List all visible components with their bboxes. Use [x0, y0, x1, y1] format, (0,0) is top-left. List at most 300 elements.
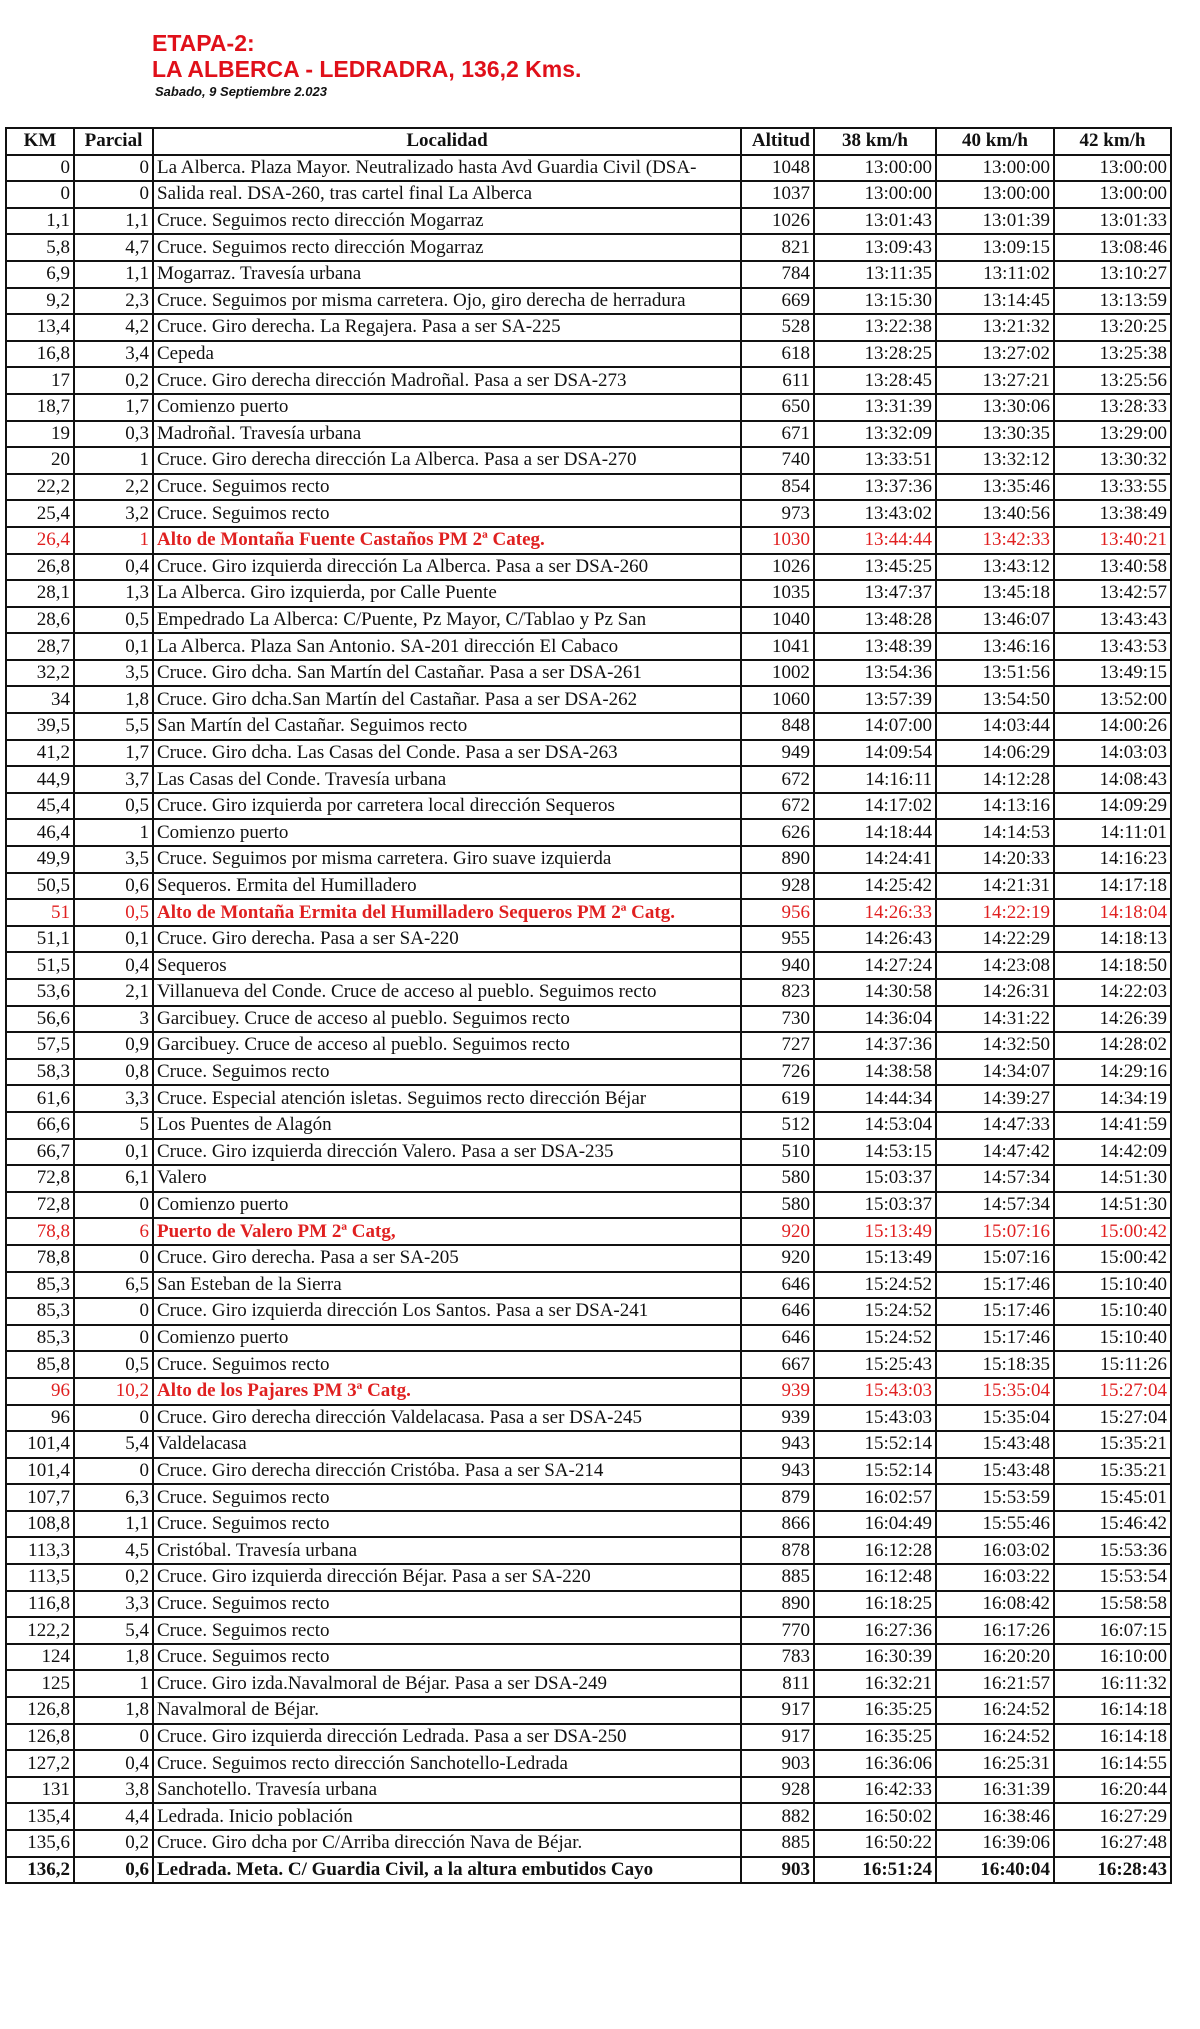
cell-time-42: 14:41:59: [1054, 1112, 1171, 1139]
table-row: [6, 633, 1171, 660]
cell-altitud: 667: [741, 1351, 814, 1378]
cell-time-40: 13:43:12: [936, 554, 1054, 581]
cell-altitud: 1060: [741, 686, 814, 713]
cell-time-40: 16:03:02: [936, 1537, 1054, 1564]
cell-altitud: 955: [741, 926, 814, 953]
cell-parcial: 0,5: [74, 899, 153, 926]
cell-km: 78,8: [6, 1218, 74, 1245]
cell-parcial: 2,3: [74, 288, 153, 315]
cell-localidad: Valdelacasa: [153, 1431, 741, 1458]
cell-time-38: 16:35:25: [814, 1697, 936, 1724]
cell-altitud: 1030: [741, 527, 814, 554]
cell-localidad: Cruce. Giro dcha.San Martín del Castañar. Pasa a ser DSA-262: [153, 686, 741, 713]
cell-km: 16,8: [6, 341, 74, 368]
cell-time-38: 16:42:33: [814, 1777, 936, 1804]
cell-time-38: 13:47:37: [814, 580, 936, 607]
cell-localidad: Alto de Montaña Fuente Castaños PM 2ª Categ.: [153, 527, 741, 554]
cell-km: 135,6: [6, 1830, 74, 1857]
cell-time-40: 15:35:04: [936, 1405, 1054, 1432]
table-row: [6, 1192, 1171, 1219]
cell-altitud: 646: [741, 1272, 814, 1299]
cell-time-40: 13:14:45: [936, 288, 1054, 315]
cell-time-40: 14:12:28: [936, 766, 1054, 793]
cell-time-42: 16:10:00: [1054, 1644, 1171, 1671]
cell-parcial: 0,9: [74, 1032, 153, 1059]
cell-parcial: 0,6: [74, 873, 153, 900]
cell-parcial: 3,5: [74, 660, 153, 687]
cell-time-38: 14:53:04: [814, 1112, 936, 1139]
cell-time-38: 14:09:54: [814, 740, 936, 767]
cell-time-38: 16:35:25: [814, 1724, 936, 1751]
table-row: [6, 1032, 1171, 1059]
cell-parcial: 1: [74, 447, 153, 474]
cell-time-40: 14:22:29: [936, 926, 1054, 953]
cell-altitud: 671: [741, 421, 814, 448]
table-row: [6, 447, 1171, 474]
cell-parcial: 5,4: [74, 1431, 153, 1458]
table-row: [6, 873, 1171, 900]
cell-parcial: 6,1: [74, 1165, 153, 1192]
cell-altitud: 885: [741, 1830, 814, 1857]
cell-altitud: 510: [741, 1139, 814, 1166]
cell-time-38: 16:30:39: [814, 1644, 936, 1671]
cell-localidad: Cruce. Giro derecha dirección La Alberca. Pasa a ser DSA-270: [153, 447, 741, 474]
cell-altitud: 646: [741, 1298, 814, 1325]
table-row: [6, 1591, 1171, 1618]
table-row: [6, 341, 1171, 368]
cell-km: 126,8: [6, 1724, 74, 1751]
cell-time-40: 14:03:44: [936, 713, 1054, 740]
cell-km: 0: [6, 155, 74, 182]
cell-localidad: Cruce. Seguimos recto dirección Mogarraz: [153, 208, 741, 235]
cell-time-40: 13:32:12: [936, 447, 1054, 474]
cell-km: 78,8: [6, 1245, 74, 1272]
cell-localidad: Garcibuey. Cruce de acceso al pueblo. Seguimos recto: [153, 1032, 741, 1059]
table-row: [6, 155, 1171, 182]
cell-parcial: 1,8: [74, 686, 153, 713]
cell-time-38: 13:22:38: [814, 314, 936, 341]
cell-localidad: San Martín del Castañar. Seguimos recto: [153, 713, 741, 740]
cell-time-40: 13:45:18: [936, 580, 1054, 607]
cell-time-40: 16:20:20: [936, 1644, 1054, 1671]
cell-parcial: 0: [74, 1405, 153, 1432]
cell-km: 22,2: [6, 474, 74, 501]
cell-time-38: 14:53:15: [814, 1139, 936, 1166]
table-row: [6, 1006, 1171, 1033]
cell-time-40: 15:07:16: [936, 1218, 1054, 1245]
cell-km: 34: [6, 686, 74, 713]
cell-time-42: 13:25:38: [1054, 341, 1171, 368]
table-row: [6, 1777, 1171, 1804]
cell-time-38: 13:01:43: [814, 208, 936, 235]
table-row: [6, 1165, 1171, 1192]
cell-time-42: 14:42:09: [1054, 1139, 1171, 1166]
cell-altitud: 1026: [741, 554, 814, 581]
cell-parcial: 0,1: [74, 633, 153, 660]
cell-time-38: 14:26:33: [814, 899, 936, 926]
cell-time-38: 14:36:04: [814, 1006, 936, 1033]
cell-km: 46,4: [6, 819, 74, 846]
cell-time-42: 13:43:43: [1054, 607, 1171, 634]
cell-time-38: 16:27:36: [814, 1617, 936, 1644]
cell-time-42: 13:40:58: [1054, 554, 1171, 581]
table-row: [6, 1272, 1171, 1299]
cell-time-40: 13:00:00: [936, 155, 1054, 182]
cell-time-42: 14:18:04: [1054, 899, 1171, 926]
cell-altitud: 626: [741, 819, 814, 846]
cell-altitud: 903: [741, 1857, 814, 1884]
cell-parcial: 6: [74, 1218, 153, 1245]
cell-km: 51,5: [6, 952, 74, 979]
cell-altitud: 770: [741, 1617, 814, 1644]
cell-time-38: 13:11:35: [814, 261, 936, 288]
cell-localidad: Sequeros. Ermita del Humilladero: [153, 873, 741, 900]
cell-altitud: 943: [741, 1458, 814, 1485]
cell-time-38: 14:16:11: [814, 766, 936, 793]
cell-altitud: 1035: [741, 580, 814, 607]
cell-time-38: 16:02:57: [814, 1484, 936, 1511]
cell-km: 96: [6, 1378, 74, 1405]
cell-localidad: Cruce. Seguimos por misma carretera. Giro suave izquierda: [153, 846, 741, 873]
table-row: [6, 926, 1171, 953]
cell-time-40: 16:24:52: [936, 1724, 1054, 1751]
cell-time-40: 14:39:27: [936, 1085, 1054, 1112]
cell-time-40: 13:30:06: [936, 394, 1054, 421]
cell-time-42: 15:35:21: [1054, 1458, 1171, 1485]
column-header-altitud: Altitud: [741, 128, 814, 155]
cell-time-40: 15:17:46: [936, 1325, 1054, 1352]
cell-localidad: Villanueva del Conde. Cruce de acceso al pueblo. Seguimos recto: [153, 979, 741, 1006]
cell-time-42: 16:27:29: [1054, 1803, 1171, 1830]
cell-km: 13,4: [6, 314, 74, 341]
cell-km: 56,6: [6, 1006, 74, 1033]
cell-parcial: 6,5: [74, 1272, 153, 1299]
cell-parcial: 6,3: [74, 1484, 153, 1511]
cell-km: 17: [6, 367, 74, 394]
cell-parcial: 2,2: [74, 474, 153, 501]
cell-altitud: 672: [741, 766, 814, 793]
table-row: [6, 1803, 1171, 1830]
cell-altitud: 811: [741, 1670, 814, 1697]
cell-altitud: 580: [741, 1165, 814, 1192]
cell-parcial: 0,2: [74, 1830, 153, 1857]
cell-localidad: Alto de Montaña Ermita del Humilladero Sequeros PM 2ª Catg.: [153, 899, 741, 926]
cell-localidad: Cruce. Seguimos recto: [153, 1644, 741, 1671]
route-table: [5, 127, 1172, 1884]
cell-parcial: 1,1: [74, 1511, 153, 1538]
cell-parcial: 3,4: [74, 341, 153, 368]
cell-localidad: Cruce. Giro derecha. La Regajera. Pasa a ser SA-225: [153, 314, 741, 341]
cell-altitud: 917: [741, 1724, 814, 1751]
cell-time-40: 13:35:46: [936, 474, 1054, 501]
cell-localidad: Cruce. Giro derecha. Pasa a ser SA-220: [153, 926, 741, 953]
cell-time-40: 16:21:57: [936, 1670, 1054, 1697]
cell-time-38: 15:25:43: [814, 1351, 936, 1378]
cell-altitud: 1002: [741, 660, 814, 687]
table-row: [6, 1405, 1171, 1432]
cell-parcial: 4,2: [74, 314, 153, 341]
cell-km: 85,8: [6, 1351, 74, 1378]
cell-time-40: 16:31:39: [936, 1777, 1054, 1804]
cell-localidad: Cruce. Giro izquierda dirección Béjar. Pasa a ser SA-220: [153, 1564, 741, 1591]
cell-localidad: Cruce. Giro dcha. San Martín del Castañar. Pasa a ser DSA-261: [153, 660, 741, 687]
cell-parcial: 3,8: [74, 1777, 153, 1804]
table-row: [6, 208, 1171, 235]
table-row-climb: [6, 527, 1171, 554]
cell-altitud: 949: [741, 740, 814, 767]
cell-time-40: 16:38:46: [936, 1803, 1054, 1830]
cell-localidad: Cruce. Seguimos recto dirección Mogarraz: [153, 234, 741, 261]
cell-time-42: 13:38:49: [1054, 500, 1171, 527]
cell-localidad: Ledrada. Meta. C/ Guardia Civil, a la altura embutidos Cayo: [153, 1857, 741, 1884]
cell-time-42: 16:28:43: [1054, 1857, 1171, 1884]
cell-altitud: 650: [741, 394, 814, 421]
cell-altitud: 878: [741, 1537, 814, 1564]
cell-time-42: 15:27:04: [1054, 1405, 1171, 1432]
cell-time-40: 14:57:34: [936, 1165, 1054, 1192]
table-row: [6, 554, 1171, 581]
cell-localidad: Madroñal. Travesía urbana: [153, 421, 741, 448]
table-row: [6, 1085, 1171, 1112]
cell-km: 66,7: [6, 1139, 74, 1166]
cell-time-42: 14:09:29: [1054, 793, 1171, 820]
cell-time-38: 13:28:45: [814, 367, 936, 394]
cell-time-42: 13:28:33: [1054, 394, 1171, 421]
cell-parcial: 2,1: [74, 979, 153, 1006]
table-row: [6, 1511, 1171, 1538]
cell-time-40: 13:46:07: [936, 607, 1054, 634]
cell-localidad: Empedrado La Alberca: C/Puente, Pz Mayor, C/Tablao y Pz San: [153, 607, 741, 634]
cell-altitud: 580: [741, 1192, 814, 1219]
table-row: [6, 740, 1171, 767]
table-row: [6, 713, 1171, 740]
cell-parcial: 0,4: [74, 554, 153, 581]
cell-altitud: 1048: [741, 155, 814, 182]
cell-parcial: 1,7: [74, 394, 153, 421]
cell-parcial: 0,3: [74, 421, 153, 448]
cell-localidad: Cruce. Seguimos recto: [153, 500, 741, 527]
cell-time-38: 13:31:39: [814, 394, 936, 421]
cell-localidad: Comienzo puerto: [153, 1192, 741, 1219]
cell-localidad: Cruce. Giro derecha dirección Madroñal. Pasa a ser DSA-273: [153, 367, 741, 394]
document-header: [152, 30, 581, 102]
cell-km: 116,8: [6, 1591, 74, 1618]
table-row: [6, 474, 1171, 501]
cell-time-38: 13:43:02: [814, 500, 936, 527]
cell-km: 51,1: [6, 926, 74, 953]
cell-time-38: 14:27:24: [814, 952, 936, 979]
cell-time-40: 13:27:21: [936, 367, 1054, 394]
cell-localidad: Puerto de Valero PM 2ª Catg,: [153, 1218, 741, 1245]
cell-time-38: 14:44:34: [814, 1085, 936, 1112]
cell-parcial: 10,2: [74, 1378, 153, 1405]
cell-time-40: 14:32:50: [936, 1032, 1054, 1059]
cell-km: 127,2: [6, 1750, 74, 1777]
column-header-km: KM: [6, 128, 74, 155]
cell-altitud: 730: [741, 1006, 814, 1033]
cell-time-38: 14:26:43: [814, 926, 936, 953]
cell-localidad: Cruce. Especial atención isletas. Seguimos recto dirección Béjar: [153, 1085, 741, 1112]
cell-time-40: 14:47:42: [936, 1139, 1054, 1166]
cell-altitud: 512: [741, 1112, 814, 1139]
cell-time-38: 15:03:37: [814, 1165, 936, 1192]
table-row: [6, 1750, 1171, 1777]
cell-km: 20: [6, 447, 74, 474]
cell-localidad: Cruce. Seguimos recto: [153, 1617, 741, 1644]
table-row: [6, 1431, 1171, 1458]
cell-parcial: 1,8: [74, 1644, 153, 1671]
cell-time-42: 13:00:00: [1054, 181, 1171, 208]
table-row: [6, 1564, 1171, 1591]
cell-time-40: 13:01:39: [936, 208, 1054, 235]
table-row: [6, 1830, 1171, 1857]
cell-localidad: Cruce. Seguimos recto: [153, 1059, 741, 1086]
cell-time-42: 15:45:01: [1054, 1484, 1171, 1511]
cell-km: 6,9: [6, 261, 74, 288]
cell-km: 85,3: [6, 1298, 74, 1325]
cell-parcial: 0,8: [74, 1059, 153, 1086]
cell-altitud: 940: [741, 952, 814, 979]
cell-km: 61,6: [6, 1085, 74, 1112]
table-row: [6, 1325, 1171, 1352]
table-row: [6, 1059, 1171, 1086]
cell-time-38: 13:32:09: [814, 421, 936, 448]
cell-altitud: 939: [741, 1405, 814, 1432]
cell-localidad: Cruce. Giro izquierda dirección Los Santos. Pasa a ser DSA-241: [153, 1298, 741, 1325]
cell-time-42: 15:11:26: [1054, 1351, 1171, 1378]
cell-parcial: 0,5: [74, 793, 153, 820]
cell-time-42: 13:00:00: [1054, 155, 1171, 182]
table-row: [6, 1537, 1171, 1564]
cell-km: 57,5: [6, 1032, 74, 1059]
cell-time-38: 13:09:43: [814, 234, 936, 261]
cell-time-40: 16:08:42: [936, 1591, 1054, 1618]
table-row: [6, 1298, 1171, 1325]
cell-localidad: Cruce. Giro izquierda dirección Valero. Pasa a ser DSA-235: [153, 1139, 741, 1166]
cell-altitud: 784: [741, 261, 814, 288]
cell-time-42: 14:22:03: [1054, 979, 1171, 1006]
cell-parcial: 1,1: [74, 261, 153, 288]
cell-time-42: 14:26:39: [1054, 1006, 1171, 1033]
cell-time-38: 13:00:00: [814, 155, 936, 182]
cell-time-38: 15:13:49: [814, 1218, 936, 1245]
cell-parcial: 3,7: [74, 766, 153, 793]
cell-time-42: 13:25:56: [1054, 367, 1171, 394]
cell-altitud: 928: [741, 1777, 814, 1804]
cell-altitud: 879: [741, 1484, 814, 1511]
cell-km: 28,6: [6, 607, 74, 634]
cell-km: 45,4: [6, 793, 74, 820]
cell-time-40: 14:26:31: [936, 979, 1054, 1006]
cell-km: 41,2: [6, 740, 74, 767]
cell-km: 9,2: [6, 288, 74, 315]
cell-time-42: 15:00:42: [1054, 1245, 1171, 1272]
cell-time-40: 14:06:29: [936, 740, 1054, 767]
cell-time-42: 14:29:16: [1054, 1059, 1171, 1086]
cell-time-42: 16:27:48: [1054, 1830, 1171, 1857]
table-row: [6, 234, 1171, 261]
cell-time-40: 13:46:16: [936, 633, 1054, 660]
cell-localidad: Sequeros: [153, 952, 741, 979]
table-row: [6, 1351, 1171, 1378]
cell-altitud: 939: [741, 1378, 814, 1405]
cell-time-40: 14:21:31: [936, 873, 1054, 900]
cell-time-42: 14:00:26: [1054, 713, 1171, 740]
cell-time-38: 15:13:49: [814, 1245, 936, 1272]
cell-time-42: 13:13:59: [1054, 288, 1171, 315]
cell-time-40: 14:47:33: [936, 1112, 1054, 1139]
table-row: [6, 979, 1171, 1006]
cell-time-38: 13:37:36: [814, 474, 936, 501]
cell-km: 131: [6, 1777, 74, 1804]
stage-date: Sabado, 9 Septiembre 2.023: [155, 84, 327, 99]
cell-time-42: 14:51:30: [1054, 1165, 1171, 1192]
table-row-finish: [6, 1857, 1171, 1884]
cell-time-40: 15:43:48: [936, 1431, 1054, 1458]
cell-time-38: 13:28:25: [814, 341, 936, 368]
cell-km: 126,8: [6, 1697, 74, 1724]
cell-time-42: 15:10:40: [1054, 1325, 1171, 1352]
table-row-climb: [6, 899, 1171, 926]
cell-time-38: 16:12:28: [814, 1537, 936, 1564]
cell-km: 53,6: [6, 979, 74, 1006]
cell-time-38: 13:15:30: [814, 288, 936, 315]
cell-time-38: 15:03:37: [814, 1192, 936, 1219]
table-row: [6, 1670, 1171, 1697]
cell-altitud: 783: [741, 1644, 814, 1671]
cell-km: 19: [6, 421, 74, 448]
cell-time-40: 14:23:08: [936, 952, 1054, 979]
cell-km: 26,8: [6, 554, 74, 581]
cell-localidad: Alto de los Pajares PM 3ª Catg.: [153, 1378, 741, 1405]
cell-time-42: 15:00:42: [1054, 1218, 1171, 1245]
cell-parcial: 0: [74, 1458, 153, 1485]
cell-parcial: 0,2: [74, 1564, 153, 1591]
cell-km: 51: [6, 899, 74, 926]
cell-km: 136,2: [6, 1857, 74, 1884]
cell-km: 85,3: [6, 1325, 74, 1352]
cell-parcial: 0,4: [74, 1750, 153, 1777]
cell-km: 72,8: [6, 1165, 74, 1192]
cell-time-38: 15:24:52: [814, 1325, 936, 1352]
cell-km: 124: [6, 1644, 74, 1671]
cell-km: 28,7: [6, 633, 74, 660]
table-row: [6, 1458, 1171, 1485]
cell-time-40: 13:42:33: [936, 527, 1054, 554]
cell-localidad: La Alberca. Plaza Mayor. Neutralizado hasta Avd Guardia Civil (DSA-: [153, 155, 741, 182]
cell-localidad: Valero: [153, 1165, 741, 1192]
cell-altitud: 920: [741, 1218, 814, 1245]
cell-km: 113,3: [6, 1537, 74, 1564]
cell-km: 72,8: [6, 1192, 74, 1219]
table-row: [6, 793, 1171, 820]
cell-km: 101,4: [6, 1431, 74, 1458]
cell-localidad: San Esteban de la Sierra: [153, 1272, 741, 1299]
cell-time-40: 16:39:06: [936, 1830, 1054, 1857]
cell-km: 26,4: [6, 527, 74, 554]
cell-parcial: 0: [74, 1724, 153, 1751]
cell-time-38: 16:32:21: [814, 1670, 936, 1697]
cell-time-40: 16:03:22: [936, 1564, 1054, 1591]
cell-time-42: 13:42:57: [1054, 580, 1171, 607]
cell-km: 49,9: [6, 846, 74, 873]
cell-parcial: 0: [74, 155, 153, 182]
cell-localidad: Cruce. Giro izquierda por carretera local dirección Sequeros: [153, 793, 741, 820]
table-header-row: [6, 128, 1171, 155]
cell-parcial: 1,1: [74, 208, 153, 235]
table-row: [6, 314, 1171, 341]
cell-time-38: 14:07:00: [814, 713, 936, 740]
